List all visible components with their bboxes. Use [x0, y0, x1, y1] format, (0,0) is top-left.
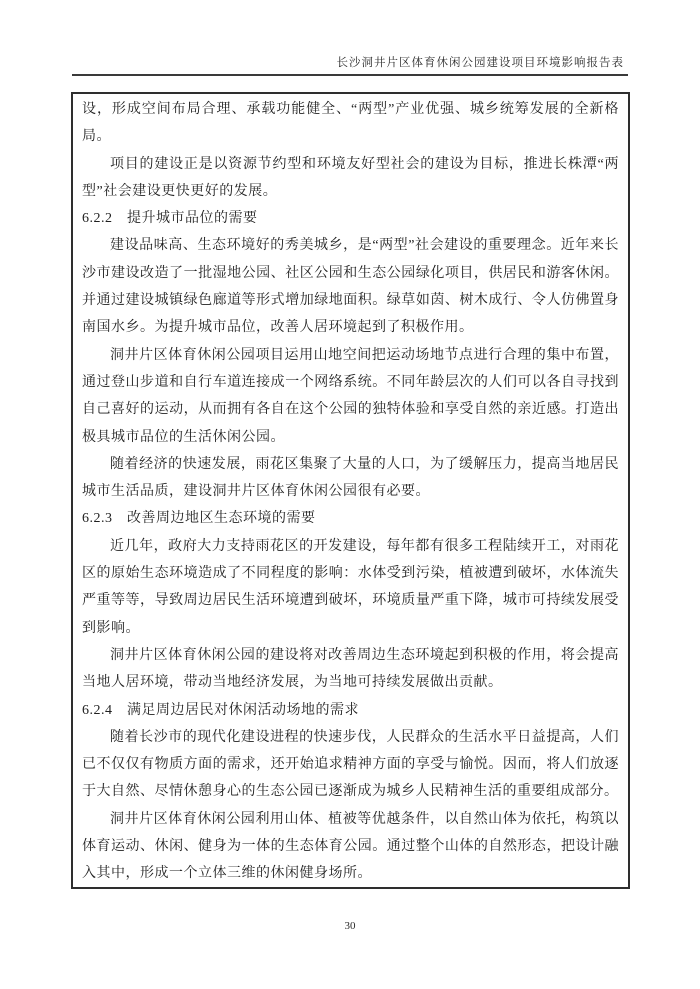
header-rule	[72, 74, 628, 76]
section-heading: 6.2.4 满足周边居民对休闲活动场地的需求	[82, 702, 359, 718]
paragraph: 项目的建设正是以资源节约型和环境友好型社会的建设为目标，推进长株潭“两型”社会建设更快更好的发展。	[82, 156, 619, 199]
paragraph: 随着长沙市的现代化建设进程的快速步伐，人民群众的生活水平日益提高，人们已不仅仅有物质方面的需求，还开始追求精神方面的享受与愉悦。因而，将人们放逐于大自然、尽情休憩身心的生态公园已逐渐成为城乡人民精神生活的重要组成部分。	[82, 729, 619, 800]
header-title: 长沙洞井片区体育休闲公园建设项目环境影响报告表	[336, 57, 624, 69]
paragraph: 洞井片区体育休闲公园利用山体、植被等优越条件，以自然山体为依托，构筑以体育运动、休闲、健身为一体的生态体育公园。通过整个山体的自然形态，把设计融入其中，形成一个立体三维的休闲健身场所。	[82, 811, 619, 882]
section-heading: 6.2.3 改善周边地区生态环境的需要	[82, 511, 316, 527]
paragraph: 建设品味高、生态环境好的秀美城乡，是“两型”社会建设的重要理念。近年来长沙市建设改造了一批湿地公园、社区公园和生态公园绿化项目，供居民和游客休闲。并通过建设城镇绿色廊道等形式增加绿地面积。绿草如茵、树木成行、令人仿佛置身南国水乡。为提升城市品位，改善人居环境起到了积极作用。	[82, 238, 619, 336]
section-heading: 6.2.2 提升城市品位的需要	[82, 211, 258, 227]
paragraph: 洞井片区体育休闲公园的建设将对改善周边生态环境起到积极的作用，将会提高当地人居环境，带动当地经济发展，为当地可持续发展做出贡献。	[82, 647, 619, 691]
paragraph: 近几年，政府大力支持雨花区的开发建设，每年都有很多工程陆续开工，对雨花区的原始生态环境造成了不同程度的影响：水体受到污染，植被遭到破坏，水体流失严重等等，导致周边居民生活环境遭到破坏，环境质量严重下降，城市可持续发展受到影响。	[82, 538, 619, 636]
paragraph: 随着经济的快速发展，雨花区集聚了大量的人口，为了缓解压力，提高当地居民城市生活品质，建设洞井片区体育休闲公园很有必要。	[82, 456, 619, 500]
paragraph: 设，形成空间布局合理、承载功能健全、“两型”产业优强、城乡统筹发展的全新格局。	[82, 102, 619, 145]
page-number: 30	[344, 920, 356, 932]
paragraph: 洞井片区体育休闲公园项目运用山地空间把运动场地节点进行合理的集中布置，通过登山步道和自行车道连接成一个网络系统。不同年龄层次的人们可以各自寻找到自己喜好的运动，从而拥有各自在这个公园的独特体验和享受自然的亲近感。打造出极具城市品位的生活休闲公园。	[82, 347, 619, 445]
content-box	[71, 92, 630, 889]
